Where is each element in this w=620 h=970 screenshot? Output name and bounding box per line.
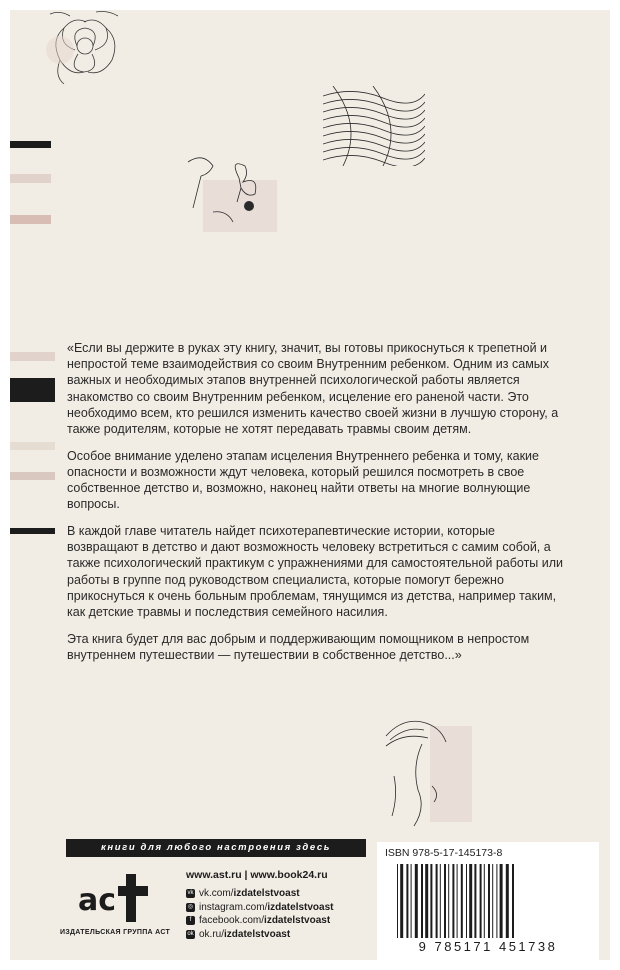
book-back-cover [10, 10, 610, 960]
face-illustration [382, 716, 472, 836]
decor-bar-pink [10, 215, 51, 224]
decor-bar-pink [10, 352, 55, 361]
instagram-icon: ◎ [187, 903, 194, 910]
barcode-number: 9 785171 451738 [418, 939, 558, 954]
barcode-bar [506, 864, 509, 938]
butterfly-illustration [183, 152, 293, 242]
description-paragraph: «Если вы держите в руках эту книгу, значит, вы готовы прикоснуться к трепетной и непростой теме взаимодействия со своим Внутренним ребенком. Одним из самых важных и необходимых этапов внутренней психологической работы является знакомство со своим Внутренним ребенком, исцеление его раненой части. Это необходимо всем, кто решился изменить качество своей жизни в лучшую сторону, а также родителям, которые не хотят передавать травмы своим детям. [67, 341, 559, 437]
social-link-vk[interactable]: vk vk.com/ izdatelstvoast [187, 888, 300, 900]
barcode-bar [492, 864, 493, 938]
barcode-bar [448, 864, 449, 938]
social-links [186, 887, 334, 941]
barcode-bar [411, 864, 412, 938]
barcode-bar [406, 864, 408, 938]
barcode-bar [415, 864, 418, 938]
flower-illustration [40, 10, 130, 90]
social-link-odnoklassniki[interactable]: ok ok.ru/ izdatelstvoast [187, 928, 291, 940]
decor-bar-black [10, 141, 51, 148]
barcode-bar [421, 864, 423, 938]
barcode-bar [430, 864, 432, 938]
barcode-bar [452, 864, 454, 938]
barcode-lines [395, 864, 585, 940]
slogan-banner: книги для любого настроения здесь [66, 839, 366, 857]
websites-line[interactable]: www.ast.ru | www.book24.ru [186, 869, 328, 881]
book-description [67, 340, 567, 674]
barcode-bar [474, 864, 476, 938]
ast-logo [74, 866, 154, 926]
barcode-bar [512, 864, 514, 938]
social-link-instagram[interactable]: ◎ instagram.com/ izdatelstvoast [187, 901, 334, 913]
barcode-bar [444, 864, 446, 938]
barcode-bar [496, 864, 497, 938]
barcode-bar [397, 864, 398, 938]
barcode-bar [469, 864, 472, 938]
barcode-box [377, 842, 599, 960]
barcode-bar [466, 864, 467, 938]
barcode-bar [488, 864, 490, 938]
logo-letters: ac [78, 883, 117, 918]
barcode-bar [436, 864, 438, 938]
decor-bar-pink [10, 442, 55, 450]
description-paragraph: В каждой главе читатель найдет психотерапевтические истории, которые возвращают в детство и дают возможность человеку встретиться с самим собой, а также психологический практикум с упражнениями для самостоятельной работы или работы в группе под руководством специалиста, которые помогут бережно прикоснуться к очень больным проблемам, тянущимся из детства, например таким, как детские травмы и последствия семейного насилия. [67, 524, 564, 620]
description-paragraph: Особое внимание уделено этапам исцеления Внутреннего ребенка и тому, какие опасности и возможности ждут человека, который решился посмотреть в свое собственное детство и, возможно, наконец найти ответы на многие волнующие вопросы. [67, 448, 539, 512]
decor-bar-pink [10, 472, 55, 480]
social-link-facebook[interactable]: f facebook.com/ izdatelstvoast [186, 914, 334, 928]
decor-bar-pink [10, 174, 51, 183]
vk-icon: vk [187, 890, 194, 897]
hair-waves-illustration [323, 86, 425, 166]
decor-bar-black [10, 528, 55, 534]
description-paragraph: Эта книга будет для вас добрым и поддерживающим помощником в непростом внутреннем путешествии — путешествии в собственное детство...» [67, 631, 530, 662]
barcode-bar [440, 864, 441, 938]
barcode-bar [457, 864, 458, 938]
facebook-icon: f [186, 916, 195, 925]
publisher-name: ИЗДАТЕЛЬСКАЯ ГРУППА АСТ [60, 929, 171, 936]
barcode-bar [425, 864, 428, 938]
barcode-bar [484, 864, 485, 938]
odnoklassniki-icon: ok [187, 930, 194, 937]
isbn-label: ISBN 978-5-17-145173-8 [385, 847, 503, 859]
barcode-bar [400, 864, 403, 938]
barcode-bar [480, 864, 482, 938]
barcode-bar [461, 864, 463, 938]
decor-bar-black [10, 378, 55, 402]
barcode-bar [500, 864, 503, 938]
